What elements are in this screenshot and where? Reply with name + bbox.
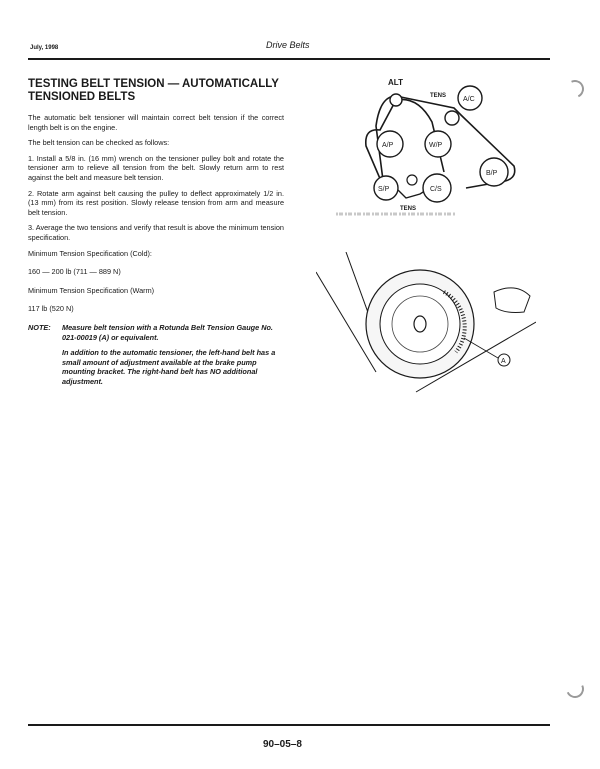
label-bp: B/P bbox=[486, 170, 498, 177]
page-number: 90–05–8 bbox=[263, 739, 302, 750]
header-title: Drive Belts bbox=[266, 40, 310, 50]
label-cs: C/S bbox=[430, 186, 442, 193]
note-label: NOTE: bbox=[28, 322, 51, 332]
pulley-alt bbox=[390, 94, 402, 106]
pulley-tens-bottom bbox=[407, 175, 417, 185]
label-sp: S/P bbox=[378, 186, 390, 193]
footer-rule bbox=[28, 724, 550, 726]
step-1: 1. Install a 5/8 in. (16 mm) wrench on the tensioner pulley bolt and rotate the tensioner arm to relieve all tension from the belt. Slowly return arm to rest against the belt and measure belt tension. bbox=[28, 153, 284, 182]
label-ap: A/P bbox=[382, 142, 394, 149]
step-2: 2. Rotate arm against belt causing the pulley to deflect approximately 1/2 in. (13 mm) from its rest position. Slowly release tension from arm and measure belt tension. bbox=[28, 188, 284, 217]
callout-a: A bbox=[501, 358, 506, 365]
binder-ring-top bbox=[563, 77, 586, 100]
spec-warm-value: 117 lb (520 N) bbox=[28, 304, 74, 314]
spec-cold-value: 160 — 200 lb (711 — 889 N) bbox=[28, 267, 121, 277]
callout-leader bbox=[464, 338, 498, 358]
note-extra: In addition to the automatic tensioner, the left-hand belt has a small amount of adjustment available at the brake pump mounting bracket. The right-hand belt has NO additional adjustment. bbox=[62, 348, 276, 386]
binder-ring-bottom bbox=[563, 677, 586, 700]
note bbox=[28, 323, 284, 342]
gauge-hub bbox=[414, 316, 426, 332]
label-tens-bottom: TENS bbox=[400, 206, 417, 212]
header-date: July, 1998 bbox=[30, 45, 59, 51]
pulley-tens-top bbox=[445, 111, 459, 125]
section-title: TESTING BELT TENSION — AUTOMATICALLY TENSIONED BELTS bbox=[28, 78, 279, 103]
intro-paragraph: The automatic belt tensioner will maintain correct belt tension if the correct length belt is on the engine. bbox=[28, 113, 284, 132]
text-column bbox=[28, 78, 284, 386]
label-tens-top: TENS bbox=[430, 93, 447, 99]
hand-thumb bbox=[494, 288, 530, 313]
label-alt: ALT bbox=[388, 78, 403, 87]
note-text: Measure belt tension with a Rotunda Belt Tension Gauge No. 021-00019 (A) or equivalent. bbox=[62, 322, 273, 342]
belt-routing-diagram bbox=[336, 76, 526, 222]
label-ac: A/C bbox=[463, 96, 475, 103]
header-rule bbox=[28, 58, 550, 60]
tension-gauge-illustration bbox=[316, 252, 536, 394]
spec-warm-label: Minimum Tension Specification (Warm) bbox=[28, 285, 155, 295]
check-paragraph: The belt tension can be checked as follows: bbox=[28, 138, 170, 148]
spec-cold-label: Minimum Tension Specification (Cold): bbox=[28, 248, 152, 258]
step-3: 3. Average the two tensions and verify that result is above the minimum tension specification. bbox=[28, 223, 284, 242]
label-wp: W/P bbox=[429, 142, 443, 149]
